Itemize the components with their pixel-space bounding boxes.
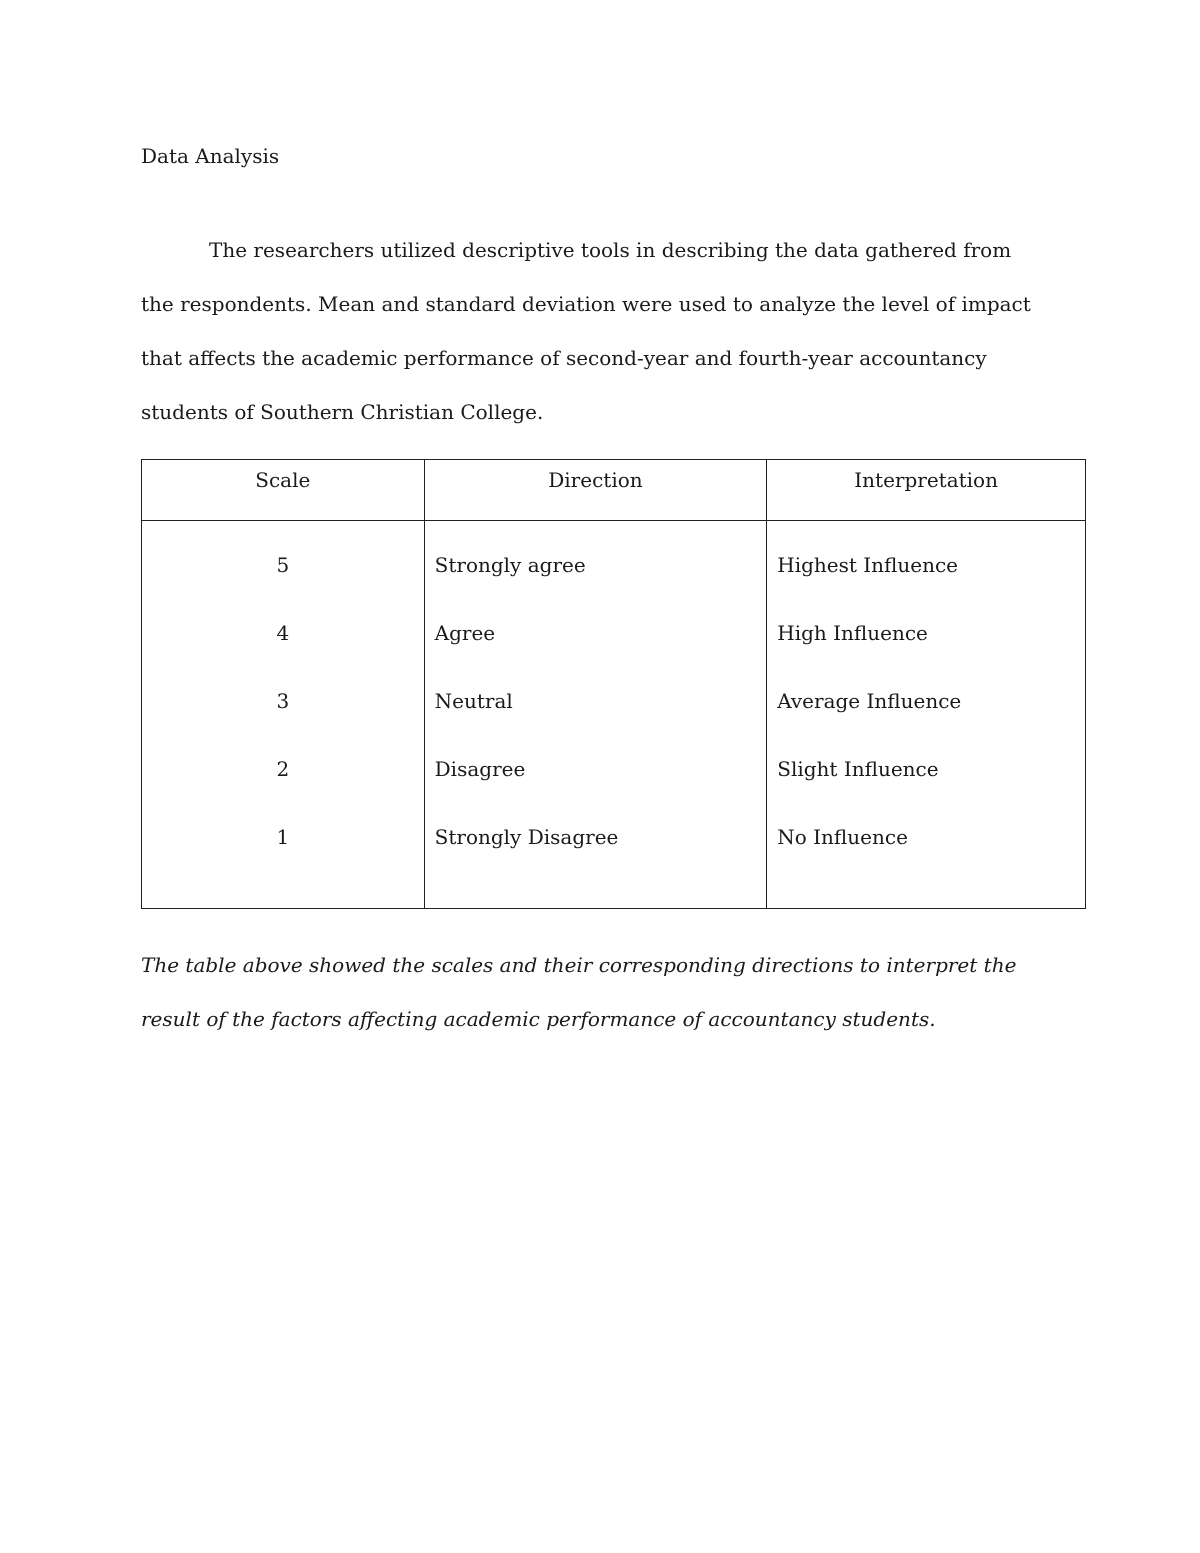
header-interpretation: Interpretation [767,460,1086,521]
interpretation-value: Slight Influence [777,757,939,781]
direction-column [424,521,767,909]
scale-value: 4 [276,621,290,645]
scale-value: 3 [276,689,290,713]
direction-value: Strongly Disagree [434,825,619,849]
section-heading: Data Analysis [141,144,280,168]
scale-table [141,459,1086,909]
interpretation-column [767,521,1086,909]
interpretation-value: Highest Influence [777,553,959,577]
interpretation-value: Average Influence [777,689,962,713]
interpretation-value: High Influence [777,621,928,645]
direction-value: Agree [434,621,496,645]
interpretation-value: No Influence [777,825,908,849]
scale-column [142,521,425,909]
table-header-row [142,460,1086,521]
header-scale: Scale [142,460,425,521]
table-body-row [142,521,1086,909]
direction-value: Neutral [434,689,513,713]
body-paragraph-text: The researchers utilized descriptive tools in describing the data gathered from the respondents. Mean and standard deviation were used to analyze the level of impact that affects the academic performance of second-year and fourth-year accountancy students of Southern Christian College. [141,238,1031,424]
direction-value: Disagree [434,757,526,781]
header-direction: Direction [424,460,767,521]
scale-value: 5 [276,553,290,577]
scale-value: 2 [276,757,290,781]
table-caption: The table above showed the scales and their corresponding directions to interpret the result of the factors affecting academic performance of accountancy students. [141,953,1017,1031]
scale-value: 1 [276,825,290,849]
direction-value: Strongly agree [434,553,586,577]
body-paragraph [141,223,1041,439]
